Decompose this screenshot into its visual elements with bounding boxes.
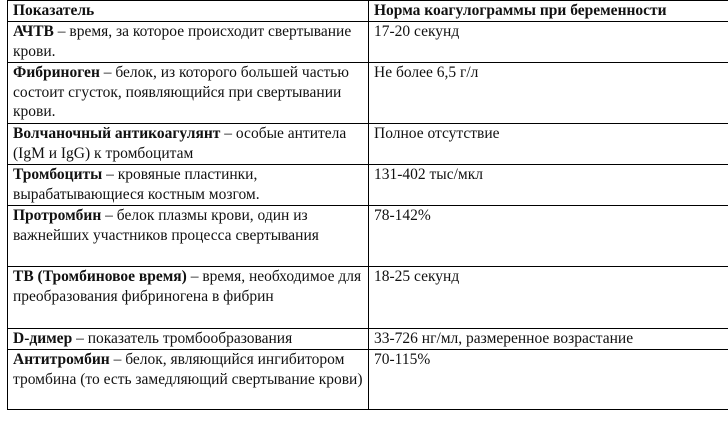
parameter-description: – особые антитела (IgM и IgG) к тромбоцитам bbox=[13, 125, 347, 162]
coagulogram-table bbox=[7, 0, 728, 410]
table-row bbox=[8, 329, 728, 350]
parameter-cell bbox=[8, 63, 369, 124]
parameter-description: – белок, из которого большей частью состоит сгусток, появляющийся при свертывании крови. bbox=[13, 64, 349, 120]
table-row bbox=[8, 124, 728, 165]
table-row bbox=[8, 165, 728, 206]
norm-cell: Не более 6,5 г/л bbox=[369, 63, 728, 124]
parameter-name: Тромбоциты bbox=[13, 166, 103, 183]
table-row bbox=[8, 206, 728, 267]
norm-cell: 18-25 секунд bbox=[369, 267, 728, 329]
table-row bbox=[8, 22, 728, 63]
parameter-name: Протромбин bbox=[13, 207, 102, 224]
norm-cell: Полное отсутствие bbox=[369, 124, 728, 165]
parameter-name: D-димер bbox=[13, 330, 73, 347]
parameter-name: Волчаночный антикоагулянт bbox=[13, 125, 221, 142]
norm-cell: 17-20 секунд bbox=[369, 22, 728, 63]
parameter-name: Антитромбин bbox=[13, 351, 110, 368]
norm-cell: 33-726 нг/мл, размеренное возрастание bbox=[369, 329, 728, 350]
parameter-cell bbox=[8, 22, 369, 63]
parameter-cell bbox=[8, 329, 369, 350]
norm-cell: 78-142% bbox=[369, 206, 728, 267]
parameter-description: – показатель тромбообразования bbox=[72, 330, 293, 347]
parameter-name: АЧТВ bbox=[13, 23, 54, 40]
parameter-description: – кровяные пластинки, вырабатывающиеся костным мозгом. bbox=[13, 166, 260, 203]
parameter-cell bbox=[8, 267, 369, 329]
parameter-name: Фибриноген bbox=[13, 64, 100, 81]
parameter-description: – белок плазмы крови, один из важнейших участников процесса свертывания bbox=[13, 207, 319, 244]
table-row bbox=[8, 63, 728, 124]
parameter-cell bbox=[8, 124, 369, 165]
table-row bbox=[8, 267, 728, 329]
parameter-cell bbox=[8, 206, 369, 267]
parameter-cell bbox=[8, 165, 369, 206]
parameter-name: ТВ (Тромбиновое время) bbox=[13, 268, 187, 285]
header-parameter: Показатель bbox=[8, 1, 369, 22]
parameter-description: – белок, являющийся ингибитором тромбина (то есть замедляющий свертывание крови) bbox=[13, 351, 363, 388]
parameter-cell bbox=[8, 350, 369, 410]
header-norm: Норма коагулограммы при беременности bbox=[369, 1, 728, 22]
norm-cell: 70-115% bbox=[369, 350, 728, 410]
norm-cell: 131-402 тыс/мкл bbox=[369, 165, 728, 206]
parameter-description: – время, необходимое для преобразования фибриногена в фибрин bbox=[13, 268, 362, 305]
table-header-row bbox=[8, 1, 728, 22]
parameter-description: – время, за которое происходит свертывание крови. bbox=[13, 23, 352, 60]
table-row bbox=[8, 350, 728, 410]
